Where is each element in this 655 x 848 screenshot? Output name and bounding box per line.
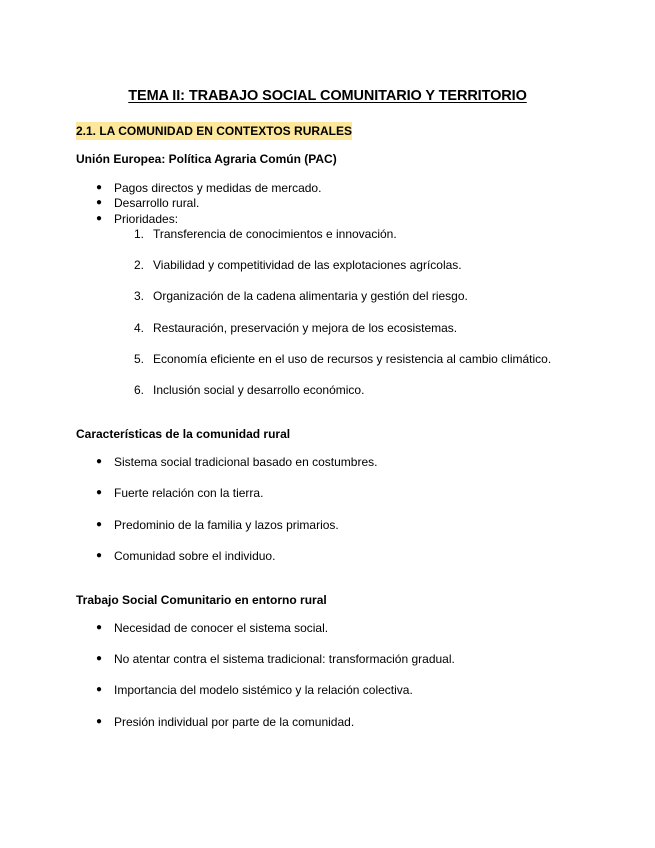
list-item-text: Inclusión social y desarrollo económico. [153,383,365,397]
list-item-text: Desarrollo rural. [114,196,200,210]
list-item-text: Sistema social tradicional basado en costumbres. [114,455,378,469]
list-number: 5. [134,352,145,366]
bullet-icon: ● [96,213,103,224]
rural-heading: Características de la comunidad rural [76,427,291,441]
list-item-text: Importancia del modelo sistémico y la relación colectiva. [114,683,413,697]
list-item-text: Fuerte relación con la tierra. [114,486,264,500]
list-item-text: Organización de la cadena alimentaria y gestión del riesgo. [153,289,468,303]
bullet-icon: ● [96,716,103,727]
list-item-text: Viabilidad y competitividad de las explotaciones agrícolas. [153,258,462,272]
bullet-icon: ● [96,519,103,530]
bullet-icon: ● [96,684,103,695]
bullet-icon: ● [96,550,103,561]
list-number: 4. [134,321,145,335]
bullet-icon: ● [96,487,103,498]
list-item-text: Predominio de la familia y lazos primarios. [114,518,339,532]
page-title: TEMA II: TRABAJO SOCIAL COMUNITARIO Y TERRITORIO [128,88,527,104]
social-work-heading: Trabajo Social Comunitario en entorno rural [76,593,327,607]
bullet-icon: ● [96,653,103,664]
bullet-icon: ● [96,182,103,193]
list-number: 3. [134,289,145,303]
list-number: 2. [134,258,145,272]
list-item-text: Transferencia de conocimientos e innovación. [153,227,397,241]
list-item-text: Restauración, preservación y mejora de los ecosistemas. [153,321,458,335]
bullet-icon: ● [96,622,103,633]
bullet-icon: ● [96,456,103,467]
list-item-text: Comunidad sobre el individuo. [114,549,276,563]
list-number: 1. [134,227,145,241]
bullet-icon: ● [96,197,103,208]
list-item-text: Necesidad de conocer el sistema social. [114,621,329,635]
list-item-text: Economía eficiente en el uso de recursos y resistencia al cambio climático. [153,352,552,366]
list-item-text: No atentar contra el sistema tradicional: transformación gradual. [114,652,455,666]
list-item-text: Presión individual por parte de la comunidad. [114,715,355,729]
pac-heading: Unión Europea: Política Agraria Común (PAC) [76,152,337,166]
list-item-text: Prioridades: [114,212,179,226]
section-heading: 2.1. LA COMUNIDAD EN CONTEXTOS RURALES [76,124,353,138]
list-item-text: Pagos directos y medidas de mercado. [114,181,322,195]
list-number: 6. [134,383,145,397]
